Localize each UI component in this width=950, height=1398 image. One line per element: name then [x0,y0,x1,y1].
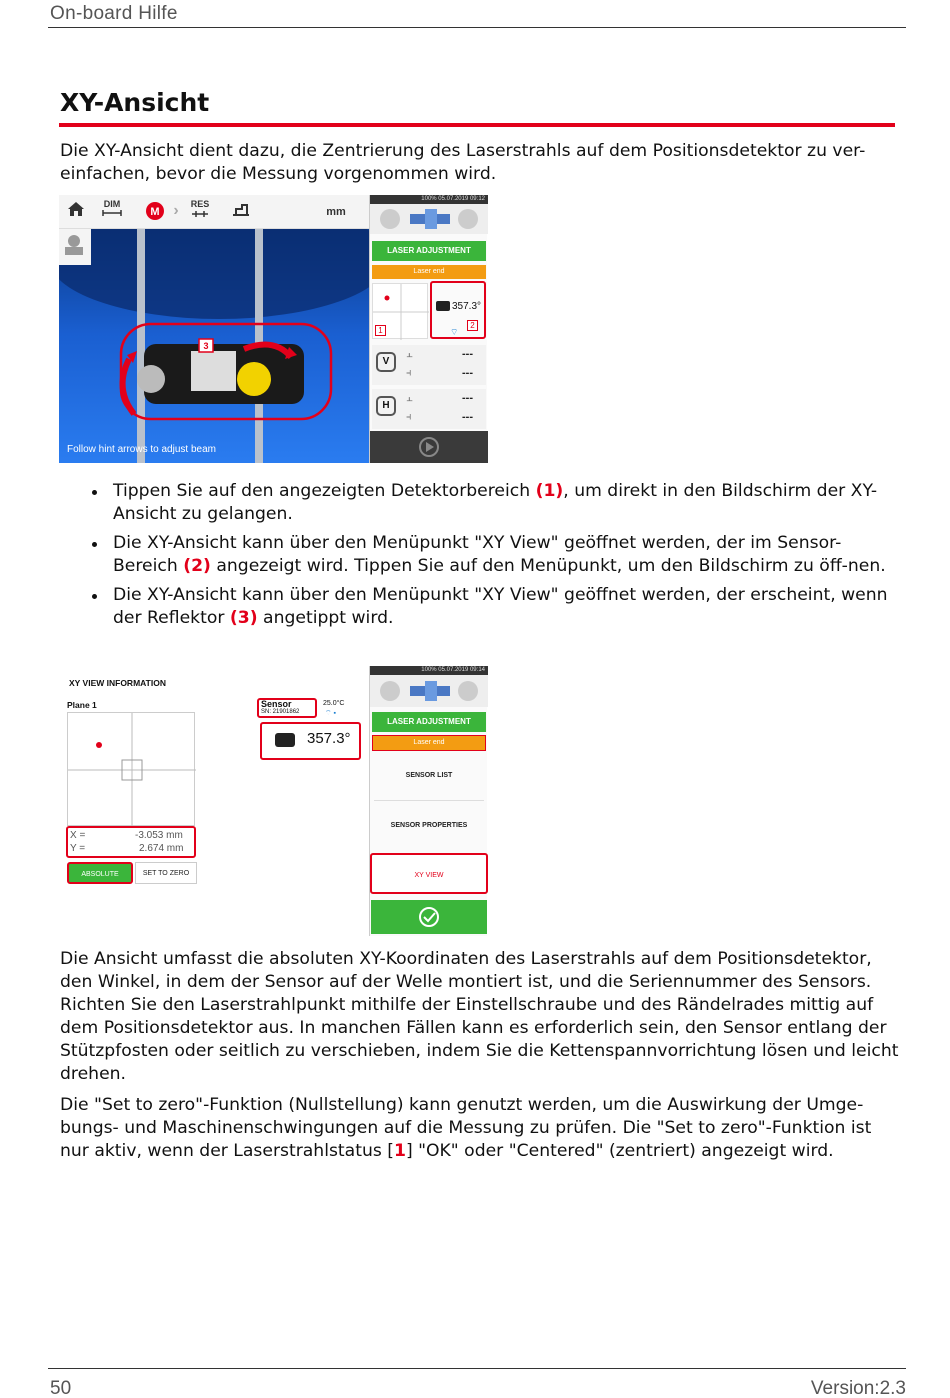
laser-scene [59,229,369,463]
laser-end-status: Laser end [372,265,486,279]
horizontal-coupling-icon: H [376,396,396,416]
bullet-dot [92,594,97,599]
vertical-offset-value: --- [462,348,473,360]
unit-label[interactable]: mm [326,206,346,218]
intro-paragraph: Die XY-Ansicht dient dazu, die Zentrierung des Laserstrahls auf dem Positionsdetektor zu ver-einfachen, bevor die Messung vorgenommen wird. [60,141,866,184]
set-to-zero-button[interactable]: SET TO ZERO [135,862,197,884]
bullet-text: angezeigt wird. Tippen Sie auf den Menüpunkt, um den Bildschirm zu öff-nen. [210,556,886,576]
chevron-right-icon: › [173,202,179,219]
plane-label: Plane 1 [67,700,97,710]
version-label: Version:2.3 [810,1378,906,1398]
section-title: XY-Ansicht [60,88,210,117]
status-bar: 100% 05.07.2019 09:12 [370,195,488,204]
menu-sensor-list[interactable]: SENSOR LIST [405,772,453,779]
footer-divider [48,1368,906,1369]
badge-2: 2 [467,320,478,331]
reference-marker: 1 [393,1141,406,1161]
status-bar: 100% 05.07.2019 09:14 [370,666,488,675]
bullet-list [88,480,888,636]
reference-marker: (2) [183,556,211,576]
side-panel [369,195,487,463]
laser-end-status: Laser end [372,735,486,751]
gap-icon: ⫞ [406,366,412,379]
reference-marker: (3) [229,608,258,628]
list-item [88,532,888,578]
alignment-preview[interactable] [370,204,488,234]
xy-view-info-panel [59,666,367,891]
sensor-angle: 357.3° [452,301,482,312]
figure-xy-view-screen [59,666,487,936]
dim-label: DIM [103,199,121,209]
bullet-dot [92,542,97,547]
absolute-button[interactable]: ABSOLUTE [67,862,133,884]
set-to-zero-paragraph [60,1094,900,1163]
side-tool[interactable] [59,229,91,265]
laser-adjustment-button[interactable]: LASER ADJUSTMENT [372,241,486,261]
sensor-label: Sensor [261,699,292,709]
sensor-serial: SN: 21901862 [261,709,300,715]
y-label: Y = [70,843,86,854]
badge-3[interactable]: 3 [203,341,209,351]
page-number: 50 [50,1378,72,1398]
sensor-illustration [59,229,369,463]
badge-1: 1 [375,325,386,336]
vertical-gap-value: --- [462,367,473,379]
reference-marker: (1) [535,481,564,501]
paragraph-text: Die "Set to zero"-Funktion (Nullstellung) kann genutzt werden, um die Auswirkung der Umge-bungs- und Maschinenschwingungen auf die Messung zu prüfen. Die "Set to zero"-Funktion ist nur aktiv, wenn der Laserstrahlstatus [ [60,1095,872,1161]
scene-caption: Follow hint arrows to adjust beam [67,444,216,455]
menu-panel [369,666,487,936]
alignment-preview[interactable] [370,675,488,707]
figure-laser-adjustment-screen [59,195,487,465]
x-value: -3.053 mm [135,830,183,841]
description-paragraph: Die Ansicht umfasst die absoluten XY-Koordinaten des Laserstrahls auf dem Positionsdetektor, den Winkel, in dem der Sensor auf der Welle montiert ist, und die Seriennummer des Sensors. Richten Sie den Laserstrahlpunkt mithilfe der Einstellschraube und des Rändelrades mittig auf dem Positionsdetektor aus. In manchen Fällen kann es erforderlich sein, den Sensor entlang der Stützpfosten oder seitlich zu verschieben, indem Sie die Kettenspannvorrichtung lösen und leicht drehen. [60,949,899,1084]
confirm-button[interactable] [371,900,487,934]
horizontal-offset-value: --- [462,392,473,404]
x-label: X = [70,830,86,841]
gap-icon-h: ⫞ [406,410,412,423]
horizontal-gap-value: --- [462,411,473,423]
xy-view-heading: XY VIEW INFORMATION [69,678,166,688]
dim-button[interactable] [99,199,125,225]
header-divider [48,27,906,28]
measure-icon[interactable] [141,199,169,225]
xy-detector-grid[interactable] [67,712,195,826]
list-item [88,584,888,630]
list-item [88,480,888,526]
app-toolbar [59,195,369,229]
paragraph-text: ] "OK" oder "Centered" (zentriert) angezeigt wird. [405,1141,834,1161]
vertical-coupling-icon: V [376,352,396,372]
bullet-text: , um direkt in den Bildschirm der XY-Ansicht zu gelangen. [113,481,878,524]
bullet-text: Tippen Sie auf den angezeigten Detektorbereich [113,481,536,501]
menu-sensor-properties[interactable]: SENSOR PROPERTIES [390,822,468,829]
menu-xy-view[interactable]: XY VIEW [414,872,444,879]
offset-icon: ⫠ [406,347,413,360]
sensor-icon [275,733,295,747]
header-title: On-board Hilfe [50,3,178,24]
laser-adjustment-button[interactable]: LASER ADJUSTMENT [372,712,486,732]
menu-divider [374,800,484,801]
wifi-icon: ⌔ ▪ [325,710,337,717]
bullet-text: Die XY-Ansicht kann über den Menüpunkt "XY View" geöffnet werden, der im Sensor-Bereich [113,533,842,576]
y-value: 2.674 mm [139,843,184,854]
svg-text:M: M [150,206,160,218]
wifi-icon: ⌔ [450,328,459,338]
sensor-angle: 357.3° [307,730,351,747]
sensor-icon [436,301,450,311]
title-underline [59,123,895,127]
offset-icon-h: ⫠ [406,391,413,404]
play-button[interactable] [370,431,488,463]
machine-icon[interactable] [229,199,253,225]
bullet-text: Die XY-Ansicht kann über den Menüpunkt "XY View" geöffnet werden, der erscheint, wenn der Reflektor [113,585,888,628]
temperature: 25.0°C [323,700,345,707]
res-button[interactable] [187,199,213,225]
res-label: RES [190,199,210,209]
home-icon[interactable] [65,199,87,225]
bullet-dot [92,490,97,495]
bullet-text: angetippt wird. [257,608,394,628]
